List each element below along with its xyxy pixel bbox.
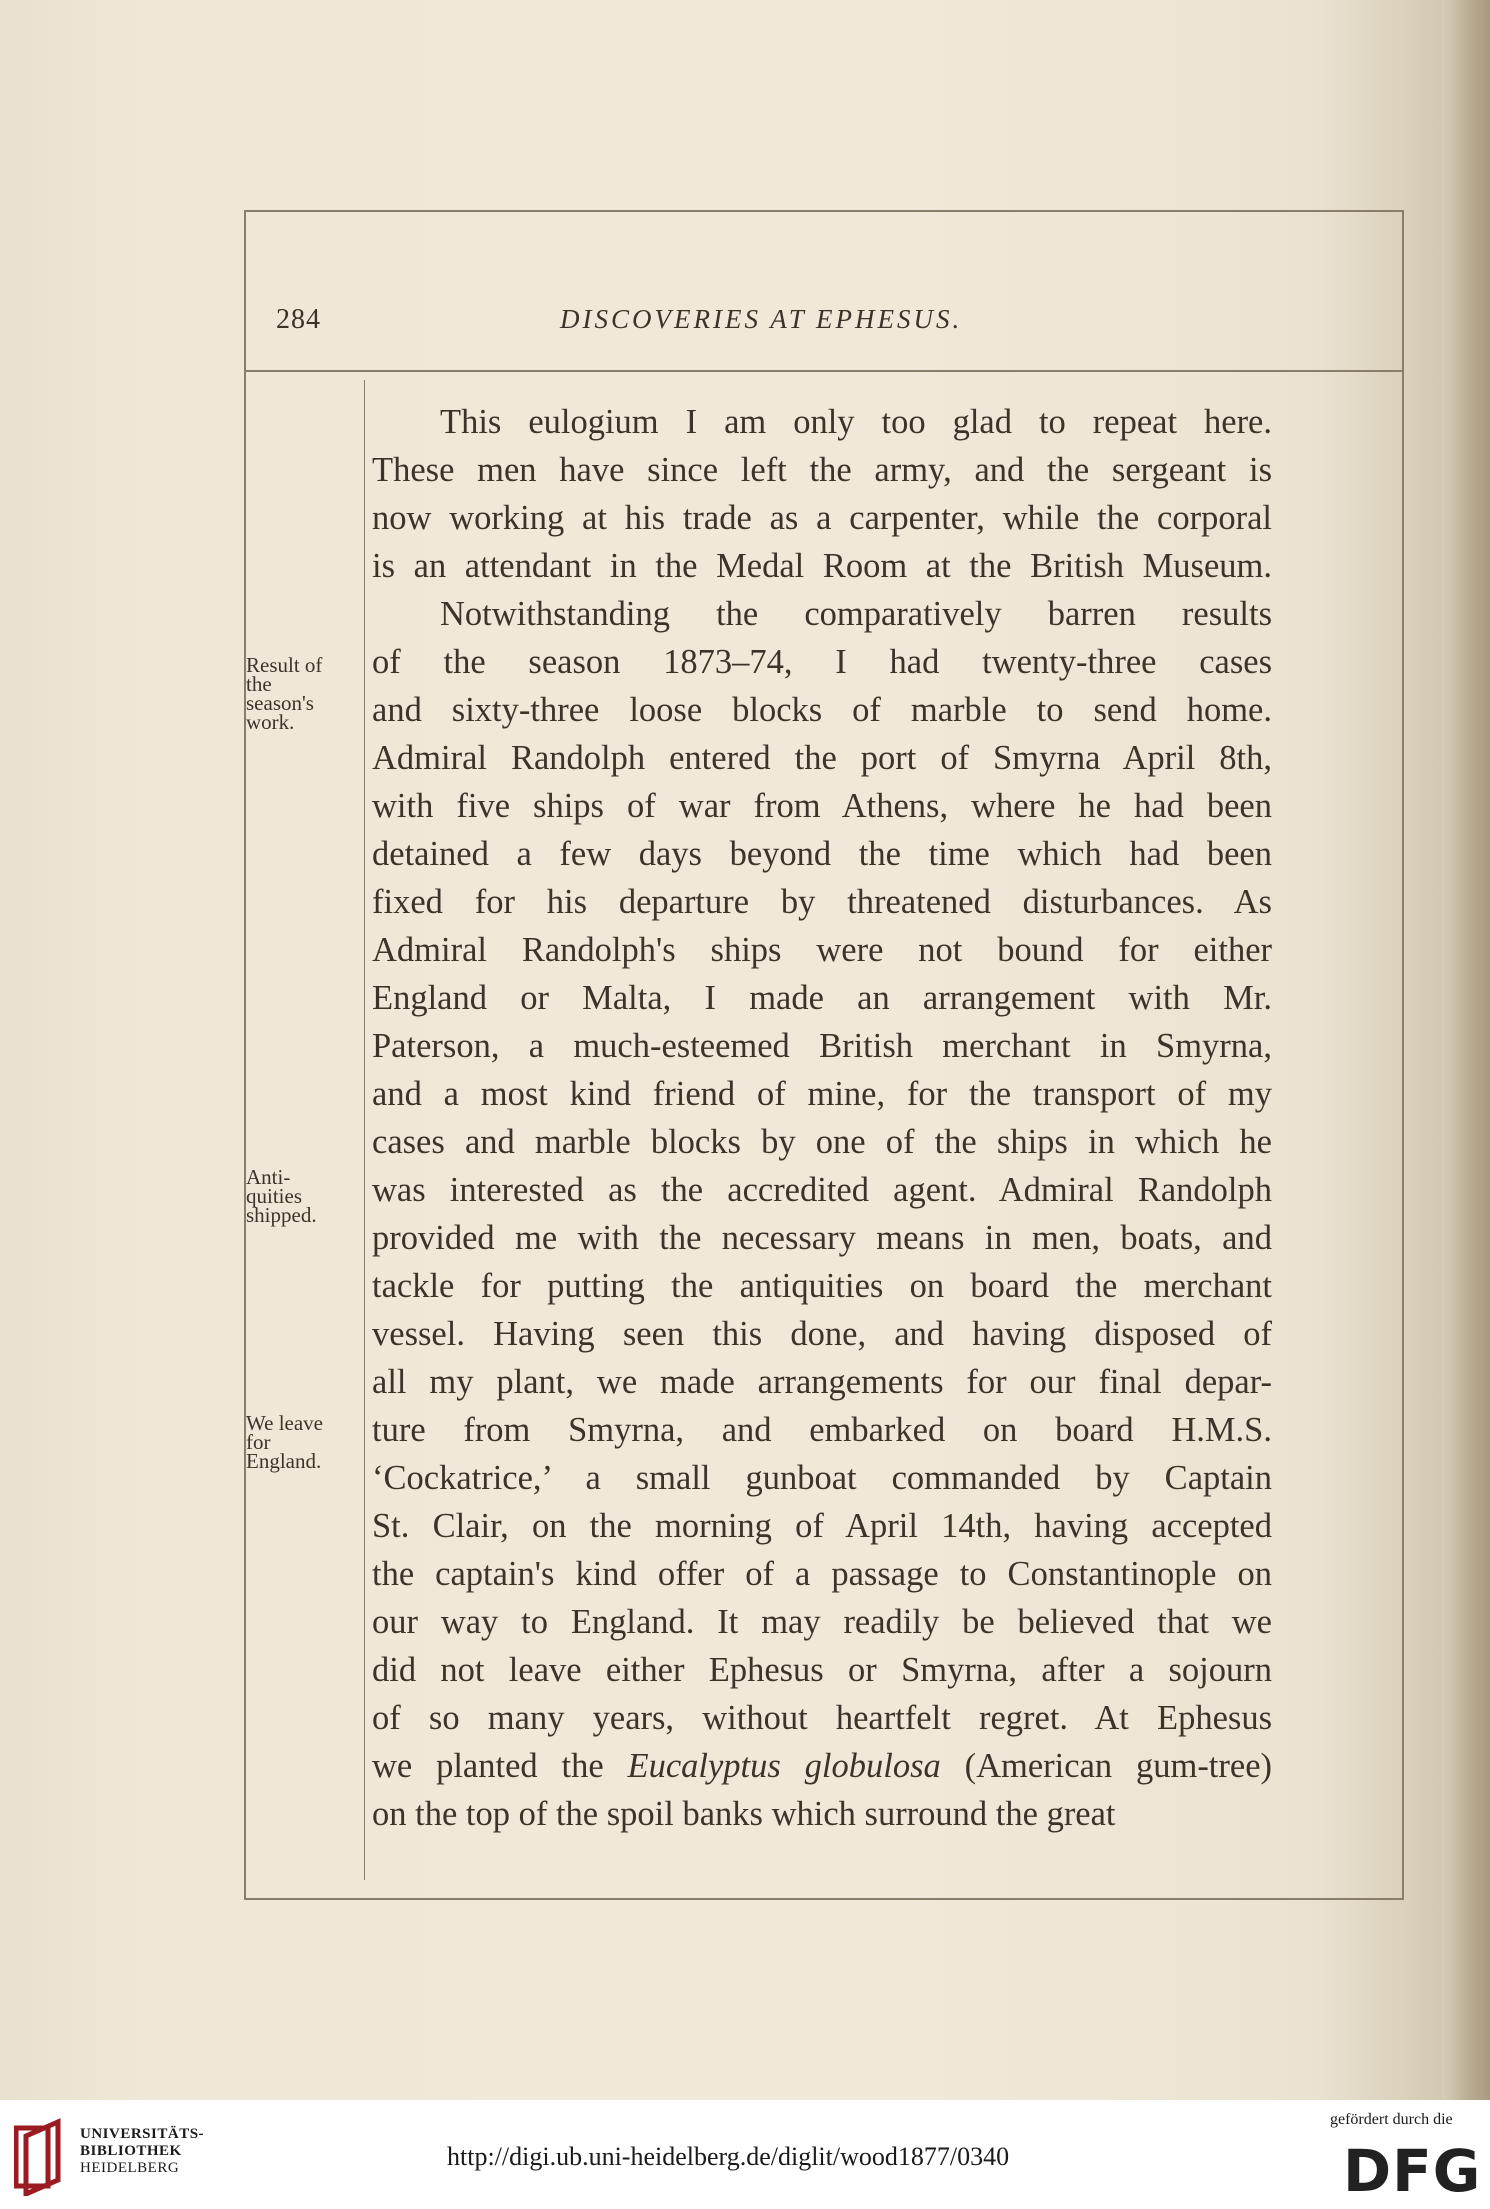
body-line: did not leave either Ephesus or Smyrna, after a sojourn xyxy=(372,1651,1272,1689)
body-text xyxy=(372,398,1272,1838)
body-line: ‘Cockatrice,’ a small gunboat commanded by Captain xyxy=(372,1459,1272,1497)
body-line-mixed xyxy=(372,1742,1272,1790)
book-gutter xyxy=(1442,0,1490,2100)
body-line: These men have since left the army, and the sergeant is xyxy=(372,451,1272,489)
body-line: vessel. Having seen this done, and having disposed of xyxy=(372,1315,1272,1353)
body-line: Admiral Randolph's ships were not bound for either xyxy=(372,931,1272,969)
body-line: with five ships of war from Athens, where he had been xyxy=(372,787,1272,825)
margin-note-season: Result of the season's work. xyxy=(246,653,323,734)
body-line: England or Malta, I made an arrangement with Mr. xyxy=(372,979,1272,1017)
body-line: and a most kind friend of mine, for the transport of my xyxy=(372,1075,1272,1113)
frame-header-rule xyxy=(244,370,1404,372)
body-line: This eulogium I am only too glad to repeat here. xyxy=(440,403,1272,441)
frame-bottom-rule xyxy=(244,1898,1404,1900)
body-line: cases and marble blocks by one of the ships in which he xyxy=(372,1123,1272,1161)
body-line: is an attendant in the Medal Room at the British Museum. xyxy=(372,547,1272,585)
body-line: fixed for his departure by threatened disturbances. As xyxy=(372,883,1272,921)
footer-url-link[interactable]: http://digi.ub.uni-heidelberg.de/diglit/wood1877/0340 xyxy=(447,2142,1010,2171)
body-line: and sixty-three loose blocks of marble to send home. xyxy=(372,691,1272,729)
body-line: Paterson, a much-esteemed British merchant in Smyrna, xyxy=(372,1027,1272,1065)
margin-note-leave: We leave for England. xyxy=(246,1411,324,1473)
frame-left-rule xyxy=(244,210,246,1900)
body-line: on the top of the spoil banks which surround the great xyxy=(372,1795,1116,1833)
frame-right-rule xyxy=(1402,210,1404,1900)
italic-phrase: Eucalyptus globulosa xyxy=(627,1747,941,1785)
library-logo-line1: UNIVERSITÄTS- xyxy=(80,2126,205,2142)
body-line: detained a few days beyond the time which had been xyxy=(372,835,1272,873)
body-line: St. Clair, on the morning of April 14th, having accepted xyxy=(372,1507,1272,1545)
frame-top-rule xyxy=(244,210,1404,212)
body-line: now working at his trade as a carpenter, while the corporal xyxy=(372,499,1272,537)
library-logo-line3: HEIDELBERG xyxy=(80,2160,180,2176)
library-logo-text xyxy=(80,2126,204,2177)
body-line: Notwithstanding the comparatively barren results xyxy=(440,595,1272,633)
body-line: of the season 1873–74, I had twenty-three cases xyxy=(372,643,1272,681)
dfg-logo: DFG xyxy=(1343,2137,1482,2205)
margin-note-antiquities: Anti- quities shipped. xyxy=(246,1165,317,1227)
body-line: of so many years, without heartfelt regret. At Ephesus xyxy=(372,1699,1272,1737)
body-line: the captain's kind offer of a passage to Constantinople on xyxy=(372,1555,1272,1593)
body-line: our way to England. It may readily be believed that we xyxy=(372,1603,1272,1641)
margin-divider-rule xyxy=(364,380,365,1880)
page-number: 284 xyxy=(276,304,321,335)
body-line-tail: (American gum-tree) xyxy=(940,1747,1272,1785)
running-head: DISCOVERIES AT EPHESUS. xyxy=(560,304,963,334)
body-line: provided me with the necessary means in men, boats, and xyxy=(372,1219,1272,1257)
body-line: ture from Smyrna, and embarked on board H.M.S. xyxy=(372,1411,1272,1449)
body-line: was interested as the accredited agent. Admiral Randolph xyxy=(372,1171,1272,1209)
body-line: all my plant, we made arrangements for our final depar- xyxy=(372,1363,1272,1401)
library-logo-line2: BIBLIOTHEK xyxy=(80,2143,182,2159)
body-line-start: we planted the xyxy=(372,1747,628,1785)
body-line: tackle for putting the antiquities on board the merchant xyxy=(372,1267,1272,1305)
library-logo-icon xyxy=(14,2116,72,2196)
body-line: Admiral Randolph entered the port of Smyrna April 8th, xyxy=(372,739,1272,777)
funding-caption: gefördert durch die xyxy=(1330,2111,1453,2128)
